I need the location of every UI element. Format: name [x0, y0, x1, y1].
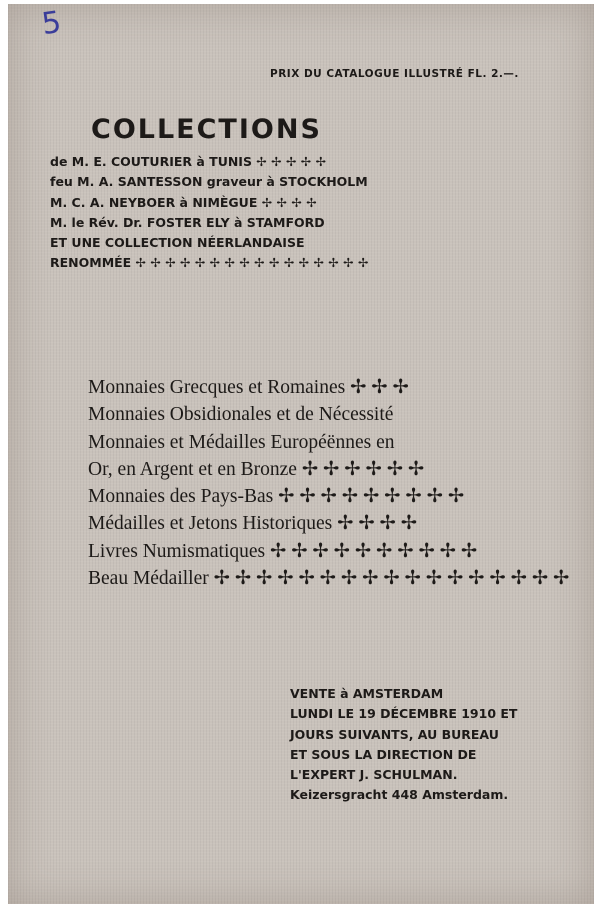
collections-list [50, 152, 380, 274]
sale-address: Keizersgracht 448 Amsterdam. [290, 787, 509, 803]
sale-line: L'EXPERT J. SCHULMAN. [290, 767, 458, 783]
collection-line: ET UNE COLLECTION NÉERLANDAISE [50, 235, 305, 251]
contents-item: Monnaies Obsidionales et de Nécessité [88, 404, 394, 426]
collection-line: M. C. A. NEYBOER à NIMÈGUE ✢ ✢ ✢ ✢ [50, 194, 317, 210]
collection-line: M. le Rév. Dr. FOSTER ELY à STAMFORD [50, 214, 325, 230]
handwritten-mark: 5 [39, 4, 64, 43]
contents-item: Beau Médailler ✢ ✢ ✢ ✢ ✢ ✢ ✢ ✢ ✢ ✢ ✢ ✢ ✢ ✢ ✢ ✢ ✢ [88, 568, 570, 590]
contents-item: Livres Numismatiques ✢ ✢ ✢ ✢ ✢ ✢ ✢ ✢ ✢ ✢ [88, 540, 478, 562]
contents-item: Or, en Argent et en Bronze ✢ ✢ ✢ ✢ ✢ ✢ [88, 458, 425, 480]
page-title: COLLECTIONS [91, 114, 322, 145]
collection-line: de M. E. COUTURIER à TUNIS ✢ ✢ ✢ ✢ ✢ [50, 154, 327, 169]
sale-details [290, 684, 530, 806]
sale-line: JOURS SUIVANTS, AU BUREAU [290, 726, 499, 742]
contents-item: Monnaies Grecques et Romaines ✢ ✢ ✢ [88, 377, 409, 398]
catalogue-cover [8, 4, 594, 904]
contents-list [88, 374, 570, 592]
contents-item: Médailles et Jetons Historiques ✢ ✢ ✢ ✢ [88, 513, 418, 535]
collection-line: feu M. A. SANTESSON graveur à STOCKHOLM [50, 174, 368, 190]
catalogue-price: PRIX DU CATALOGUE ILLUSTRÉ FL. 2.—. [270, 68, 519, 80]
collection-line: RENOMMÉE ✢ ✢ ✢ ✢ ✢ ✢ ✢ ✢ ✢ ✢ ✢ ✢ ✢ ✢ ✢ ✢ [50, 255, 369, 271]
sale-line: LUNDI LE 19 DÉCEMBRE 1910 ET [290, 706, 518, 722]
sale-line: ET SOUS LA DIRECTION DE [290, 746, 477, 762]
contents-item: Monnaies et Médailles Européënnes en [88, 431, 395, 453]
contents-item: Monnaies des Pays-Bas ✢ ✢ ✢ ✢ ✢ ✢ ✢ ✢ ✢ [88, 486, 465, 508]
sale-line: VENTE à AMSTERDAM [290, 686, 444, 701]
